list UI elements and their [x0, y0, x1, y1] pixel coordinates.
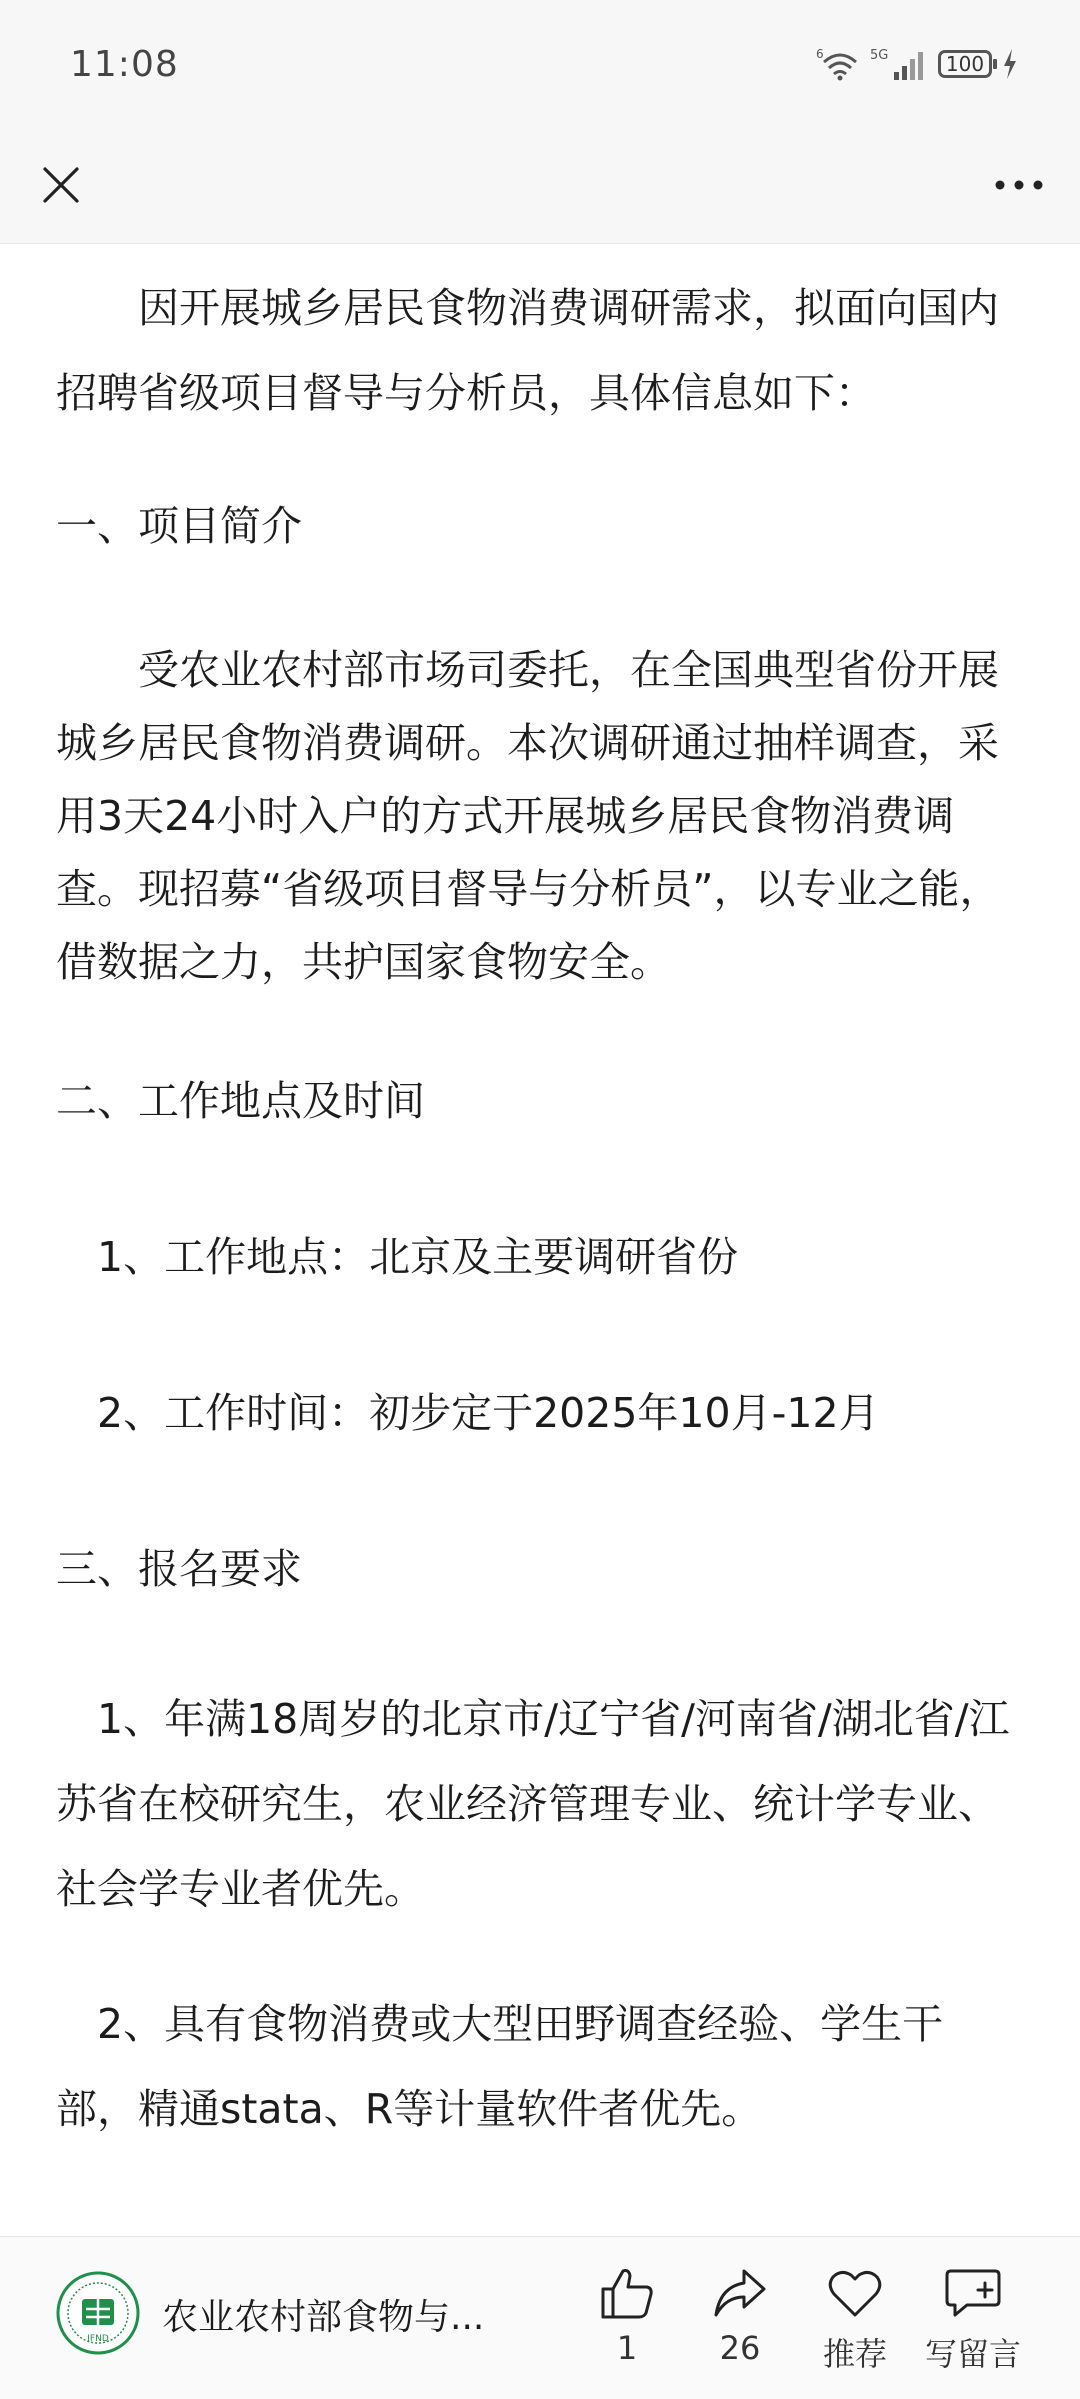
svg-text:IFND: IFND — [87, 2334, 109, 2344]
status-time: 11:08 — [70, 44, 179, 85]
account-logo[interactable] — [56, 2271, 140, 2355]
requirement-item-2: 2、具有食物消费或大型田野调查经验、学生干部，精通stata、R等计量软件者优先。 — [56, 2000, 944, 2133]
svg-text:5G: 5G — [870, 48, 889, 63]
share-count: 26 — [719, 2329, 761, 2367]
work-time-item: 2、工作时间：初步定于2025年10月-12月 — [56, 1389, 880, 1437]
share-icon — [712, 2267, 768, 2319]
svg-text:6: 6 — [816, 47, 824, 61]
status-icons — [816, 40, 1018, 88]
section-title-location-time: 二、工作地点及时间 — [56, 1077, 425, 1125]
close-icon — [41, 165, 81, 205]
recommend-button[interactable] — [800, 2267, 910, 2375]
thumbs-up-icon — [599, 2267, 655, 2319]
share-button[interactable] — [685, 2267, 795, 2367]
requirement-item-1: 1、年满18周岁的北京市/辽宁省/河南省/湖北省/江苏省在校研究生，农业经济管理专业、统计学专业、社会学专业者优先。 — [56, 1695, 1010, 1913]
comment-add-icon — [945, 2267, 1001, 2319]
nav-bar — [0, 130, 1080, 244]
battery-icon — [938, 50, 992, 78]
like-button[interactable] — [572, 2267, 682, 2367]
section-title-requirements: 三、报名要求 — [56, 1545, 302, 1593]
more-button[interactable] — [986, 152, 1052, 218]
work-location-item: 1、工作地点：北京及主要调研省份 — [56, 1233, 739, 1281]
article-content — [56, 244, 1024, 2152]
like-count: 1 — [616, 2329, 638, 2367]
intro-paragraph: 因开展城乡居民食物消费调研需求，拟面向国内招聘省级项目督导与分析员，具体信息如下： — [56, 284, 999, 417]
bottom-bar — [0, 2236, 1080, 2399]
heart-icon — [827, 2267, 883, 2319]
more-icon — [994, 179, 1044, 191]
battery-level: 100 — [945, 52, 985, 76]
write-comment-button[interactable] — [918, 2267, 1028, 2375]
wifi-icon — [816, 46, 860, 82]
write-comment-label: 写留言 — [924, 2335, 1021, 2373]
account-name[interactable]: 农业农村部食物与... — [162, 2297, 485, 2338]
status-bar — [0, 0, 1080, 130]
cellular-signal-icon — [870, 46, 928, 82]
recommend-label: 推荐 — [822, 2335, 887, 2373]
charging-icon — [1002, 49, 1018, 79]
close-button[interactable] — [28, 152, 94, 218]
project-intro-paragraph: 受农业农村部市场司委托，在全国典型省份开展城乡居民食物消费调研。本次调研通过抽样调查，采用3天24小时入户的方式开展城乡居民食物消费调查。现招募“省级项目督导与分析员”，以专业之能，借数据之力，共护国家食物安全。 — [56, 646, 1001, 986]
section-title-project-intro: 一、项目简介 — [56, 502, 302, 550]
